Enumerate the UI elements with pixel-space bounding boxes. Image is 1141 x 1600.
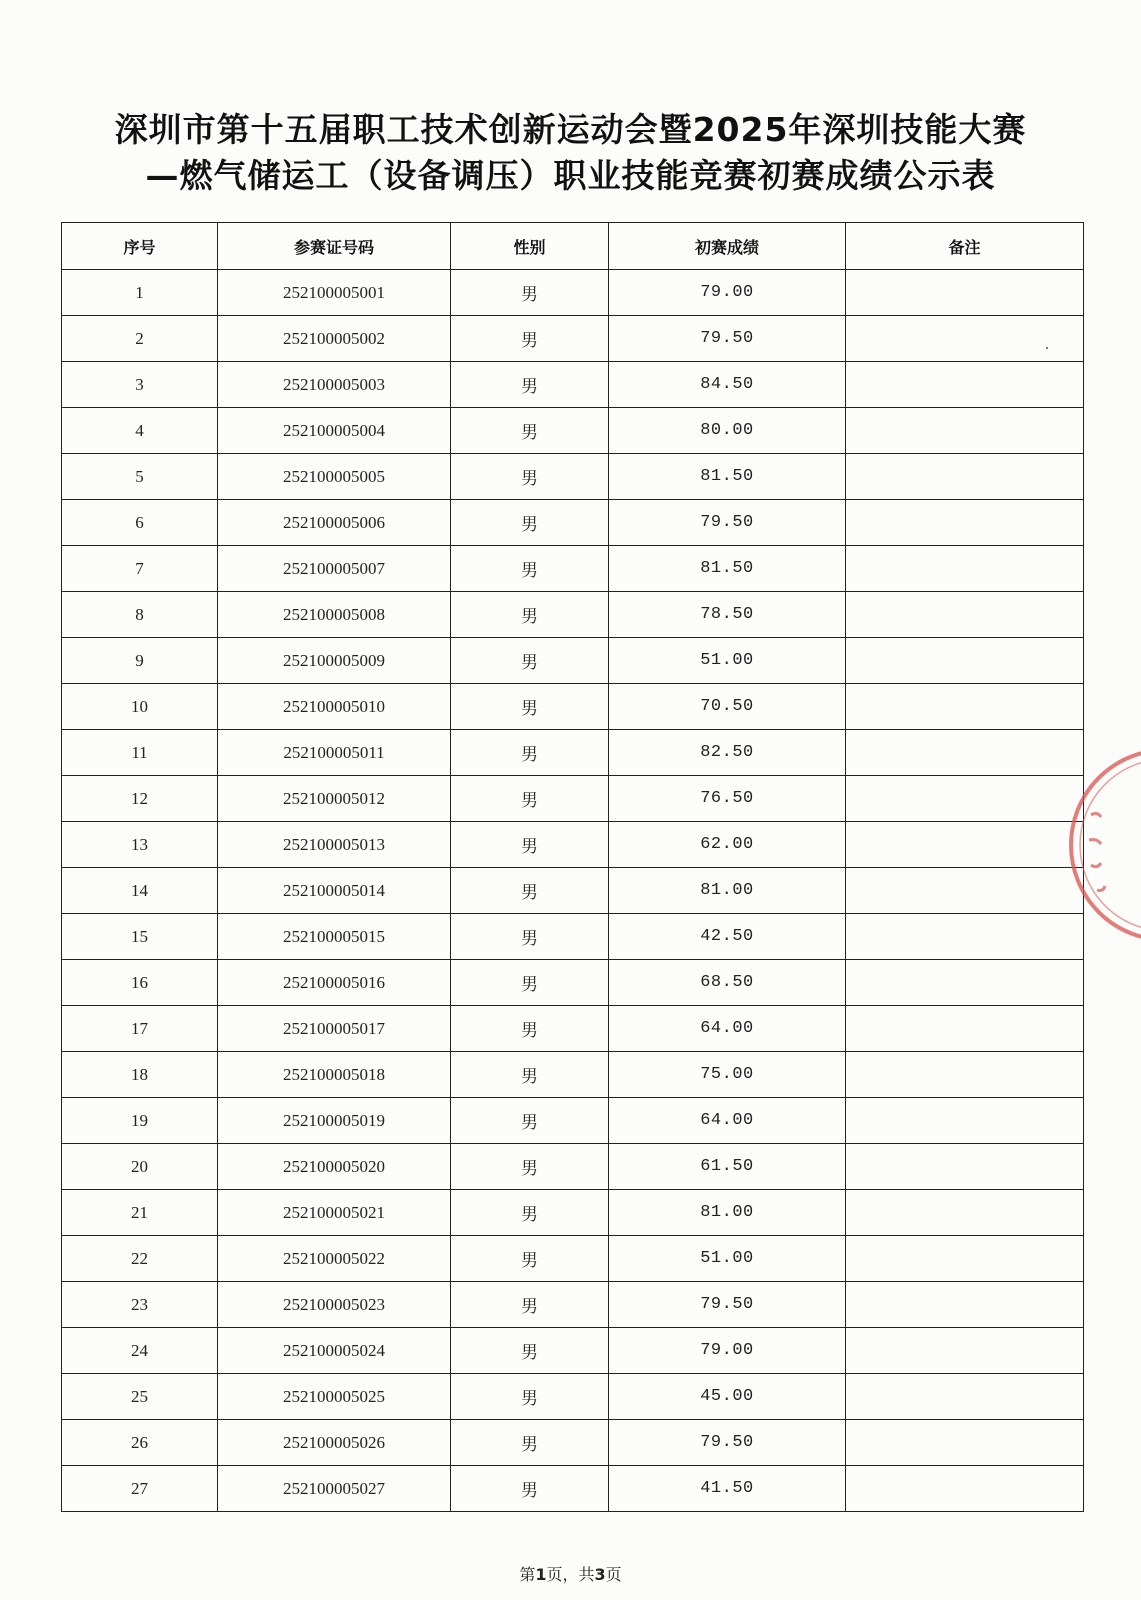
cell-remarks: [846, 1006, 1084, 1052]
cell-seq: 7: [62, 546, 218, 592]
cell-gender: 男: [451, 1420, 609, 1466]
cell-gender: 男: [451, 868, 609, 914]
cell-entry-id: 252100005007: [218, 546, 451, 592]
cell-seq: 21: [62, 1190, 218, 1236]
cell-remarks: [846, 822, 1084, 868]
cell-prelim-score: 68.50: [609, 960, 846, 1006]
cell-seq: 13: [62, 822, 218, 868]
cell-prelim-score: 81.00: [609, 1190, 846, 1236]
table-row: [62, 1420, 1084, 1466]
table-row: [62, 822, 1084, 868]
document-title-line1: 深圳市第十五届职工技术创新运动会暨2025年深圳技能大赛: [114, 110, 1027, 149]
cell-entry-id: 252100005024: [218, 1328, 451, 1374]
cell-seq: 9: [62, 638, 218, 684]
cell-remarks: [846, 914, 1084, 960]
cell-gender: 男: [451, 1190, 609, 1236]
cell-entry-id: 252100005014: [218, 868, 451, 914]
cell-entry-id: 252100005005: [218, 454, 451, 500]
cell-seq: 17: [62, 1006, 218, 1052]
cell-entry-id: 252100005011: [218, 730, 451, 776]
cell-prelim-score: 41.50: [609, 1466, 846, 1512]
cell-gender: 男: [451, 408, 609, 454]
header-remarks: 备注: [846, 223, 1084, 270]
cell-prelim-score: 79.00: [609, 1328, 846, 1374]
cell-entry-id: 252100005025: [218, 1374, 451, 1420]
cell-seq: 10: [62, 684, 218, 730]
cell-prelim-score: 45.00: [609, 1374, 846, 1420]
cell-remarks: [846, 1328, 1084, 1374]
footer-middle: 页，共: [546, 1565, 595, 1584]
header-seq: 序号: [62, 223, 218, 270]
table-row: [62, 270, 1084, 316]
cell-remarks: [846, 454, 1084, 500]
cell-prelim-score: 76.50: [609, 776, 846, 822]
cell-gender: 男: [451, 1006, 609, 1052]
cell-entry-id: 252100005027: [218, 1466, 451, 1512]
cell-gender: 男: [451, 316, 609, 362]
cell-seq: 4: [62, 408, 218, 454]
footer-page-number: 1: [535, 1565, 547, 1584]
cell-remarks: [846, 1144, 1084, 1190]
cell-remarks: [846, 684, 1084, 730]
scan-speck: [1046, 347, 1048, 349]
cell-prelim-score: 79.00: [609, 270, 846, 316]
table-row: [62, 1466, 1084, 1512]
cell-gender: 男: [451, 454, 609, 500]
cell-remarks: [846, 270, 1084, 316]
cell-gender: 男: [451, 822, 609, 868]
table-row: [62, 592, 1084, 638]
cell-entry-id: 252100005023: [218, 1282, 451, 1328]
cell-seq: 11: [62, 730, 218, 776]
cell-remarks: [846, 1052, 1084, 1098]
cell-remarks: [846, 1374, 1084, 1420]
cell-gender: 男: [451, 500, 609, 546]
cell-seq: 2: [62, 316, 218, 362]
table-row: [62, 1328, 1084, 1374]
footer-total-pages: 3: [594, 1565, 606, 1584]
cell-gender: 男: [451, 730, 609, 776]
table-header-row: [62, 223, 1084, 270]
cell-gender: 男: [451, 546, 609, 592]
cell-remarks: [846, 1420, 1084, 1466]
table-row: [62, 1098, 1084, 1144]
cell-seq: 26: [62, 1420, 218, 1466]
table-row: [62, 1374, 1084, 1420]
score-table: [61, 222, 1084, 1512]
table-row: [62, 730, 1084, 776]
cell-prelim-score: 61.50: [609, 1144, 846, 1190]
table-row: [62, 868, 1084, 914]
cell-remarks: [846, 1466, 1084, 1512]
table-row: [62, 500, 1084, 546]
cell-prelim-score: 51.00: [609, 1236, 846, 1282]
cell-entry-id: 252100005012: [218, 776, 451, 822]
cell-gender: 男: [451, 960, 609, 1006]
cell-entry-id: 252100005002: [218, 316, 451, 362]
cell-prelim-score: 79.50: [609, 1282, 846, 1328]
cell-prelim-score: 79.50: [609, 1420, 846, 1466]
table-row: [62, 960, 1084, 1006]
cell-seq: 27: [62, 1466, 218, 1512]
table-row: [62, 638, 1084, 684]
cell-seq: 20: [62, 1144, 218, 1190]
document-title-line2: —燃气储运工（设备调压）职业技能竞赛初赛成绩公示表: [145, 156, 996, 195]
cell-entry-id: 252100005016: [218, 960, 451, 1006]
page-footer: [0, 1562, 1141, 1585]
footer-prefix: 第: [519, 1565, 536, 1584]
table-row: [62, 1006, 1084, 1052]
cell-remarks: [846, 1282, 1084, 1328]
cell-gender: 男: [451, 684, 609, 730]
cell-entry-id: 252100005017: [218, 1006, 451, 1052]
cell-seq: 23: [62, 1282, 218, 1328]
cell-remarks: [846, 408, 1084, 454]
table-row: [62, 1236, 1084, 1282]
cell-remarks: [846, 638, 1084, 684]
table-row: [62, 776, 1084, 822]
cell-gender: 男: [451, 1144, 609, 1190]
cell-seq: 24: [62, 1328, 218, 1374]
cell-remarks: [846, 730, 1084, 776]
table-row: [62, 454, 1084, 500]
cell-remarks: [846, 868, 1084, 914]
cell-seq: 6: [62, 500, 218, 546]
cell-seq: 1: [62, 270, 218, 316]
table-row: [62, 546, 1084, 592]
table-row: [62, 1052, 1084, 1098]
cell-prelim-score: 81.00: [609, 868, 846, 914]
cell-entry-id: 252100005018: [218, 1052, 451, 1098]
table-body: [62, 270, 1084, 1512]
cell-prelim-score: 42.50: [609, 914, 846, 960]
cell-remarks: [846, 592, 1084, 638]
cell-entry-id: 252100005020: [218, 1144, 451, 1190]
cell-gender: 男: [451, 270, 609, 316]
table-row: [62, 408, 1084, 454]
cell-gender: 男: [451, 362, 609, 408]
table-row: [62, 684, 1084, 730]
cell-prelim-score: 82.50: [609, 730, 846, 776]
cell-gender: 男: [451, 1282, 609, 1328]
cell-entry-id: 252100005022: [218, 1236, 451, 1282]
table-row: [62, 362, 1084, 408]
cell-remarks: [846, 1098, 1084, 1144]
cell-remarks: [846, 960, 1084, 1006]
header-prelim-score: 初赛成绩: [609, 223, 846, 270]
cell-entry-id: 252100005013: [218, 822, 451, 868]
cell-remarks: [846, 546, 1084, 592]
cell-seq: 18: [62, 1052, 218, 1098]
cell-remarks: [846, 316, 1084, 362]
cell-entry-id: 252100005015: [218, 914, 451, 960]
cell-seq: 25: [62, 1374, 218, 1420]
cell-gender: 男: [451, 1328, 609, 1374]
cell-gender: 男: [451, 1236, 609, 1282]
cell-gender: 男: [451, 1466, 609, 1512]
cell-prelim-score: 51.00: [609, 638, 846, 684]
cell-seq: 15: [62, 914, 218, 960]
table-row: [62, 1190, 1084, 1236]
table-row: [62, 1144, 1084, 1190]
cell-entry-id: 252100005009: [218, 638, 451, 684]
cell-gender: 男: [451, 638, 609, 684]
cell-seq: 22: [62, 1236, 218, 1282]
cell-entry-id: 252100005008: [218, 592, 451, 638]
cell-prelim-score: 79.50: [609, 316, 846, 362]
cell-remarks: [846, 500, 1084, 546]
cell-prelim-score: 62.00: [609, 822, 846, 868]
table-row: [62, 914, 1084, 960]
cell-prelim-score: 84.50: [609, 362, 846, 408]
official-seal-icon: [1061, 745, 1141, 945]
cell-seq: 14: [62, 868, 218, 914]
cell-prelim-score: 75.00: [609, 1052, 846, 1098]
cell-seq: 19: [62, 1098, 218, 1144]
cell-remarks: [846, 1236, 1084, 1282]
cell-prelim-score: 78.50: [609, 592, 846, 638]
cell-entry-id: 252100005010: [218, 684, 451, 730]
cell-entry-id: 252100005006: [218, 500, 451, 546]
cell-gender: 男: [451, 1098, 609, 1144]
cell-prelim-score: 81.50: [609, 454, 846, 500]
cell-entry-id: 252100005021: [218, 1190, 451, 1236]
cell-remarks: [846, 1190, 1084, 1236]
cell-entry-id: 252100005019: [218, 1098, 451, 1144]
cell-entry-id: 252100005026: [218, 1420, 451, 1466]
cell-gender: 男: [451, 914, 609, 960]
cell-remarks: [846, 362, 1084, 408]
cell-gender: 男: [451, 776, 609, 822]
cell-gender: 男: [451, 1374, 609, 1420]
cell-seq: 12: [62, 776, 218, 822]
cell-seq: 16: [62, 960, 218, 1006]
cell-seq: 3: [62, 362, 218, 408]
cell-seq: 8: [62, 592, 218, 638]
cell-gender: 男: [451, 592, 609, 638]
cell-seq: 5: [62, 454, 218, 500]
footer-suffix: 页: [605, 1565, 622, 1584]
cell-prelim-score: 64.00: [609, 1098, 846, 1144]
cell-prelim-score: 81.50: [609, 546, 846, 592]
header-gender: 性别: [451, 223, 609, 270]
cell-prelim-score: 80.00: [609, 408, 846, 454]
cell-prelim-score: 70.50: [609, 684, 846, 730]
header-entry-id: 参赛证号码: [218, 223, 451, 270]
cell-entry-id: 252100005003: [218, 362, 451, 408]
table-row: [62, 1282, 1084, 1328]
cell-entry-id: 252100005004: [218, 408, 451, 454]
cell-remarks: [846, 776, 1084, 822]
cell-prelim-score: 79.50: [609, 500, 846, 546]
cell-entry-id: 252100005001: [218, 270, 451, 316]
cell-gender: 男: [451, 1052, 609, 1098]
cell-prelim-score: 64.00: [609, 1006, 846, 1052]
table-row: [62, 316, 1084, 362]
